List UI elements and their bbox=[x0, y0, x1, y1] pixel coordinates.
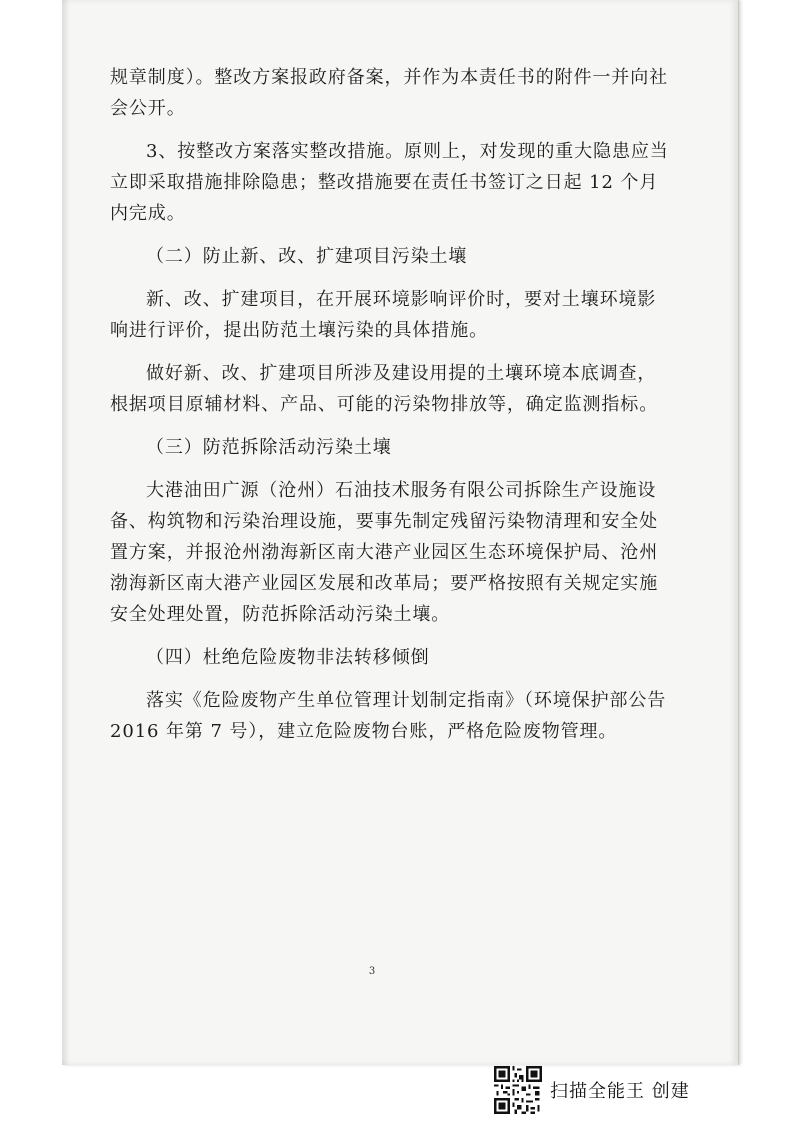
paragraph-rectification-measures: 3、按整改方案落实整改措施。原则上，对发现的重大隐患应当立即采取措施排除隐患；整改措施要在责任书签订之日起 12 个月内完成。 bbox=[110, 141, 669, 224]
document-body bbox=[110, 62, 670, 759]
section-heading-3: （三）防范拆除活动污染土壤 bbox=[146, 437, 392, 458]
scanner-watermark bbox=[494, 1065, 690, 1115]
paragraph-demolition: 大港油田广源（沧州）石油技术服务有限公司拆除生产设施设备、构筑物和污染治理设施，要事先制定残留污染物清理和安全处置方案，并报沧州渤海新区南大港产业园区生态环境保护局、沧州渤海新区南大港产业园区发展和改革局；要严格按照有关规定实施安全处理处置，防范拆除活动污染土壤。 bbox=[110, 480, 659, 625]
paragraph-environmental-assessment: 新、改、扩建项目，在开展环境影响评价时，要对土壤环境影响进行评价，提出防范土壤污染的具体措施。 bbox=[110, 289, 657, 341]
paragraph-baseline-survey: 做好新、改、扩建项目所涉及建设用提的土壤环境本底调查，根据项目原辅材料、产品、可能的污染物排放等，确定监测指标。 bbox=[110, 363, 659, 415]
paragraph-hazardous-waste: 落实《危险废物产生单位管理计划制定指南》（环境保护部公告 2016 年第 7 号），建立危险废物台账，严格危险废物管理。 bbox=[110, 690, 667, 742]
paragraph-continuation: 规章制度）。整改方案报政府备案，并作为本责任书的附件一并向社会公开。 bbox=[110, 67, 668, 119]
page-number: 3 bbox=[368, 966, 376, 977]
section-heading-4: （四）杜绝危险废物非法转移倾倒 bbox=[146, 647, 430, 668]
section-heading-2: （二）防止新、改、扩建项目污染土壤 bbox=[146, 246, 468, 267]
watermark-text: 扫描全能王 创建 bbox=[550, 1081, 690, 1102]
qr-code-icon bbox=[494, 1066, 542, 1114]
